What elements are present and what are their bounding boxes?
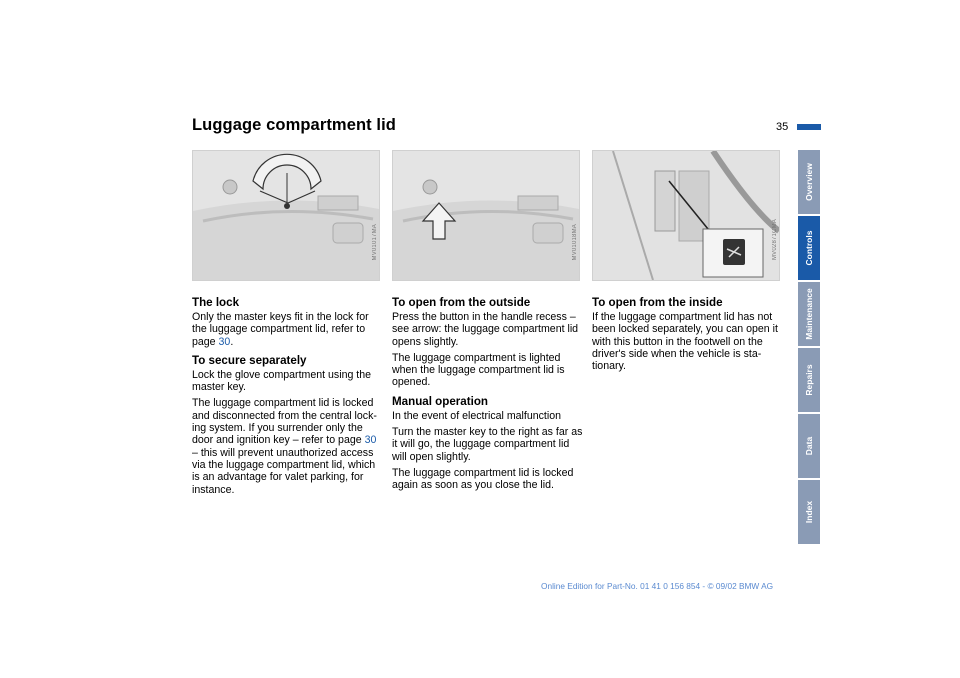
para-outside-2: The luggage compartment is lighted when the luggage compartment lid is opened. [392,351,565,389]
figure-code: MV02871CMA [772,218,778,260]
heading-manual-operation: Manual operation [392,394,488,408]
tab-label: Index [804,500,814,524]
tab-label: Repairs [804,364,814,396]
tab-index[interactable] [798,480,820,544]
para-secure-2 [192,397,384,495]
figure-code: MV01018MA [572,223,578,260]
column-outside [392,296,584,496]
figure-code: MV01017MA [372,223,378,260]
figure-lid-button [392,150,580,281]
para-manual-3: The luggage compartment lid is locked again as soon as you close the lid. [392,466,574,492]
page-number-bar [797,124,821,130]
section-tabs [798,150,820,546]
tab-label: Overview [804,163,814,201]
figure-footwell-button [592,150,780,281]
heading-the-lock: The lock [192,296,240,309]
footer-edition: Online Edition for Part-No. 01 41 0 156 854 - © 09/02 BMW AG [541,581,774,591]
heading-secure-separately: To secure separately [192,353,307,367]
para-secure-1: Lock the glove compartment using the master key. [192,368,372,394]
para-lock-text: Only the master keys fit in the lock for the luggage compartment lid, refer to page [192,311,369,348]
para-manual-1: In the event of electrical malfunction [392,409,562,422]
heading-open-inside: To open from the inside [592,296,723,309]
page-number: 35 [776,121,789,133]
tab-data[interactable] [798,414,820,478]
tab-repairs[interactable] [798,348,820,412]
tab-controls[interactable] [798,216,820,280]
page-title: Luggage compartment lid [192,116,396,134]
para-manual-2: Turn the master key to the right as far as it will go, the luggage compartment lid will open slightly. [392,426,583,463]
heading-open-outside: To open from the outside [392,296,531,309]
para-inside-1: If the luggage compartment lid has not been locked separately, you can open it with this button in the footwell on the driver's side when the vehicle is sta-tionary. [592,311,778,373]
tab-label: Controls [804,230,814,266]
para-secure-2-text: The luggage compartment lid is locked and disconnected from the central lock-ing system. If you surrender only the door and ignition key – refer to page [192,397,377,447]
tab-label: Data [804,436,814,456]
para-secure-2-end: – this will prevent unauthorized access via the luggage compartment lid, which is an advantage for valet parking, for instance. [192,446,376,496]
page-link-30-second[interactable]: 30 [364,434,377,447]
para-lock [192,311,384,348]
tab-label: Maintenance [804,288,814,340]
page-link-30[interactable]: 30 [218,335,231,348]
tab-maintenance[interactable] [798,282,820,346]
tab-overview[interactable] [798,150,820,214]
figure-lid-lock [192,150,380,281]
column-inside [592,296,784,376]
para-outside-1: Press the button in the handle recess – see arrow: the luggage compartment lid opens slightly. [392,311,579,348]
column-lock [192,296,384,500]
para-lock-end: . [230,335,234,348]
